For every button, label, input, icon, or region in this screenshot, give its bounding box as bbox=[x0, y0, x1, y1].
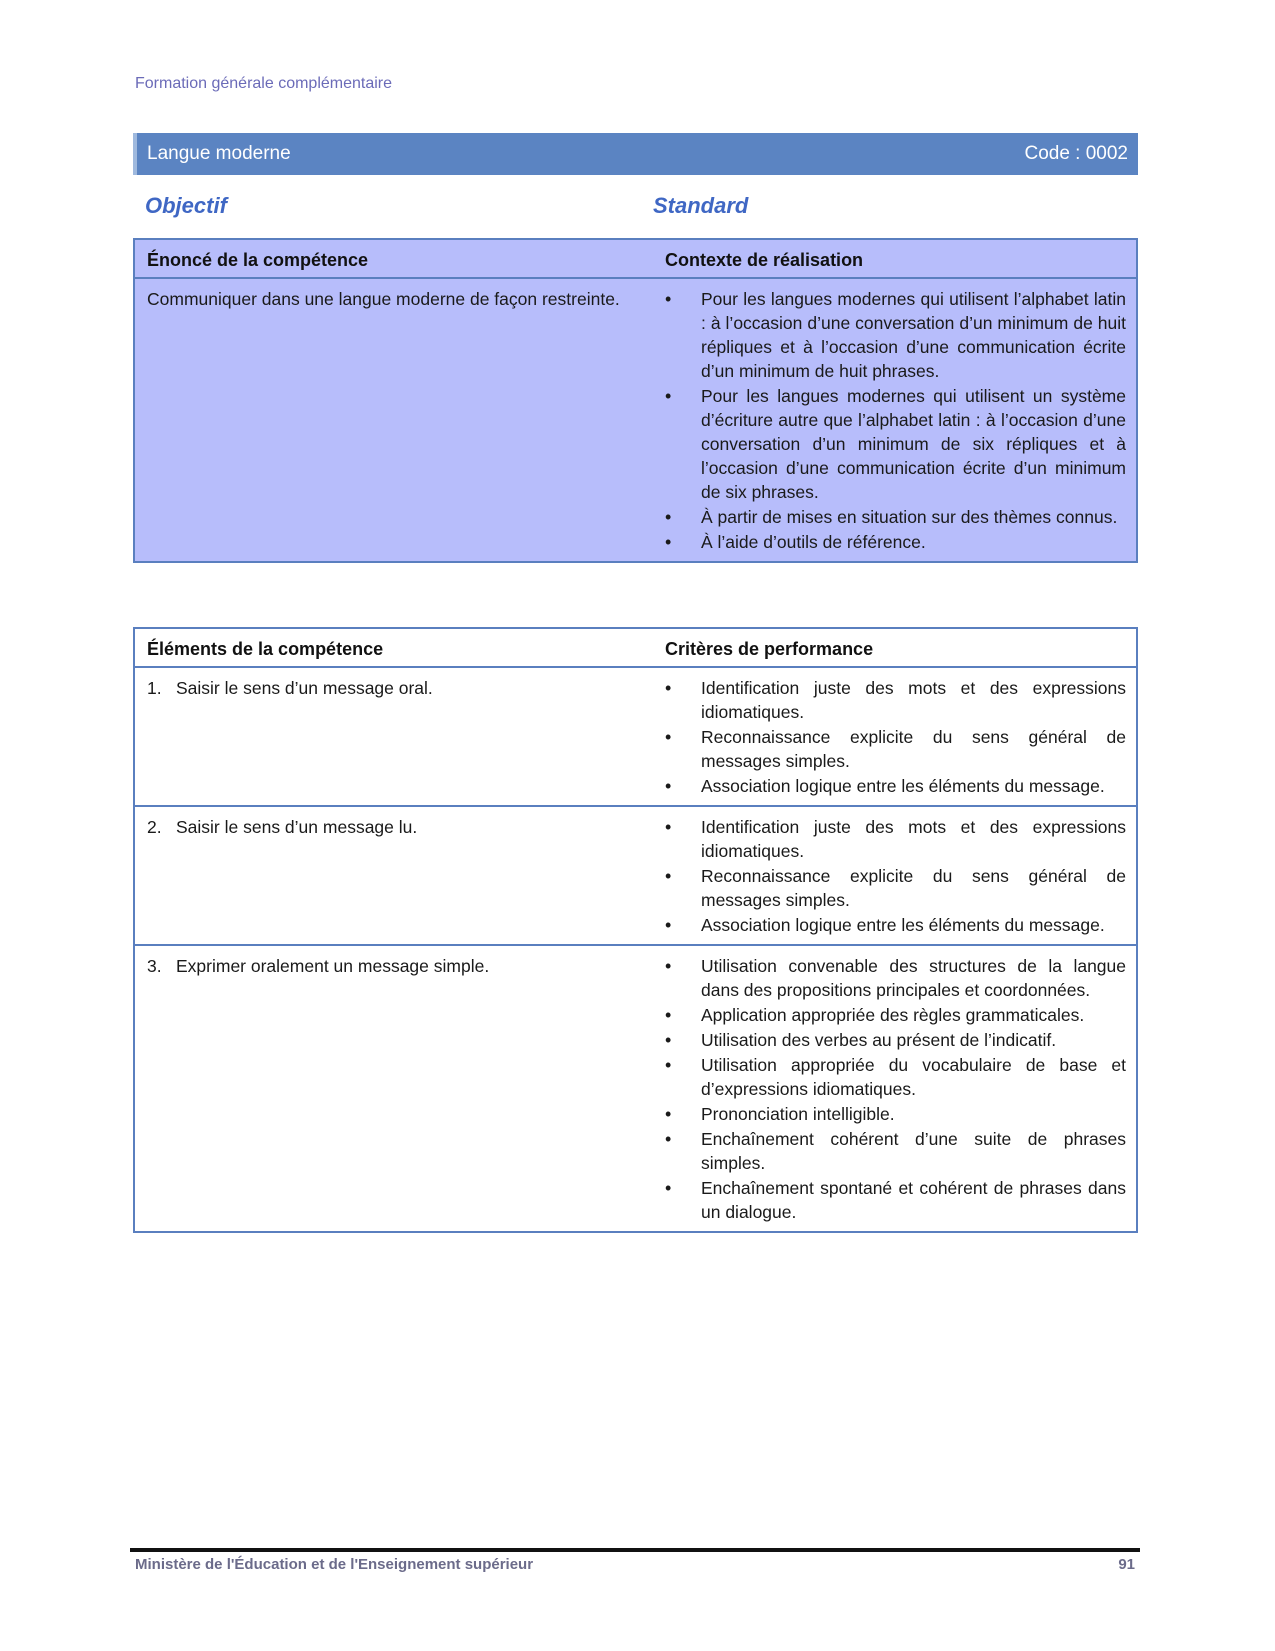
contexte-item: • Pour les langues modernes qui utilisent l’alphabet latin : à l’occasion d’une conversation d’un minimum de huit répliques et à l’occasion d’une communication écrite d’un minimum de huit phrases. bbox=[665, 287, 1126, 383]
subject-title: Langue moderne bbox=[147, 143, 291, 164]
contexte-list bbox=[665, 287, 1126, 554]
contexte-item: • À l’aide d’outils de référence. bbox=[665, 530, 1126, 554]
table-row bbox=[134, 806, 1137, 945]
title-bar bbox=[133, 133, 1138, 175]
table-row bbox=[134, 945, 1137, 1232]
criterion-item: • Reconnaissance explicite du sens général de messages simples. bbox=[665, 864, 1126, 912]
criterion-item: • Utilisation appropriée du vocabulaire de base et d’expressions idiomatiques. bbox=[665, 1053, 1126, 1101]
enonce-table bbox=[133, 238, 1138, 563]
criterion-item: • Utilisation des verbes au présent de l’indicatif. bbox=[665, 1028, 1126, 1052]
table-row bbox=[134, 667, 1137, 806]
element-cell bbox=[134, 806, 653, 945]
element-cell bbox=[134, 945, 653, 1232]
criterion-item: • Prononciation intelligible. bbox=[665, 1102, 1126, 1126]
criterion-item: • Association logique entre les éléments du message. bbox=[665, 774, 1126, 798]
criterion-item: • Enchaînement spontané et cohérent de phrases dans un dialogue. bbox=[665, 1176, 1126, 1224]
criterion-item: • Association logique entre les éléments du message. bbox=[665, 913, 1126, 937]
criterion-item: • Utilisation convenable des structures de la langue dans des propositions principales et coordonnées. bbox=[665, 954, 1126, 1002]
objectif-heading: Objectif bbox=[145, 193, 227, 218]
criterion-item: • Application appropriée des règles grammaticales. bbox=[665, 1003, 1126, 1027]
criteria-cell bbox=[653, 806, 1137, 945]
criterion-item: • Identification juste des mots et des expressions idiomatiques. bbox=[665, 676, 1126, 724]
contexte-item: • Pour les langues modernes qui utilisent un système d’écriture autre que l’alphabet latin : à l’occasion d’une conversation d’un minimum de six répliques et à l’occasion d’une communication écrite d’un minimum de six phrases. bbox=[665, 384, 1126, 504]
element-text: Saisir le sens d’un message lu. bbox=[176, 817, 418, 837]
element-text: Saisir le sens d’un message oral. bbox=[176, 678, 433, 698]
criteria-cell bbox=[653, 667, 1137, 806]
element-cell bbox=[134, 667, 653, 806]
criteria-cell bbox=[653, 945, 1137, 1232]
contexte-header: Contexte de réalisation bbox=[653, 239, 1137, 278]
contexte-cell bbox=[653, 278, 1137, 562]
page-number: 91 bbox=[1118, 1556, 1135, 1573]
element-number: 2. bbox=[147, 817, 162, 837]
competence-statement bbox=[134, 278, 653, 562]
criterion-item: • Reconnaissance explicite du sens général de messages simples. bbox=[665, 725, 1126, 773]
footer bbox=[135, 1556, 1135, 1573]
elements-table bbox=[133, 627, 1138, 1233]
elements-header: Éléments de la compétence bbox=[134, 628, 653, 667]
course-code: Code : 0002 bbox=[1024, 143, 1128, 164]
contexte-item: • À partir de mises en situation sur des thèmes connus. bbox=[665, 505, 1126, 529]
criteres-header: Critères de performance bbox=[653, 628, 1137, 667]
footer-rule bbox=[130, 1548, 1140, 1552]
ministry-name: Ministère de l'Éducation et de l'Enseignement supérieur bbox=[135, 1556, 534, 1573]
running-head: Formation générale complémentaire bbox=[135, 75, 393, 92]
section-headings bbox=[145, 193, 1125, 219]
element-number: 1. bbox=[147, 678, 162, 698]
criterion-item: • Enchaînement cohérent d’une suite de phrases simples. bbox=[665, 1127, 1126, 1175]
element-text: Exprimer oralement un message simple. bbox=[176, 956, 490, 976]
element-number: 3. bbox=[147, 956, 162, 976]
enonce-header: Énoncé de la compétence bbox=[134, 239, 653, 278]
standard-heading: Standard bbox=[653, 193, 749, 218]
criterion-item: • Identification juste des mots et des expressions idiomatiques. bbox=[665, 815, 1126, 863]
competence-text: Communiquer dans une langue moderne de façon restreinte. bbox=[147, 289, 620, 309]
